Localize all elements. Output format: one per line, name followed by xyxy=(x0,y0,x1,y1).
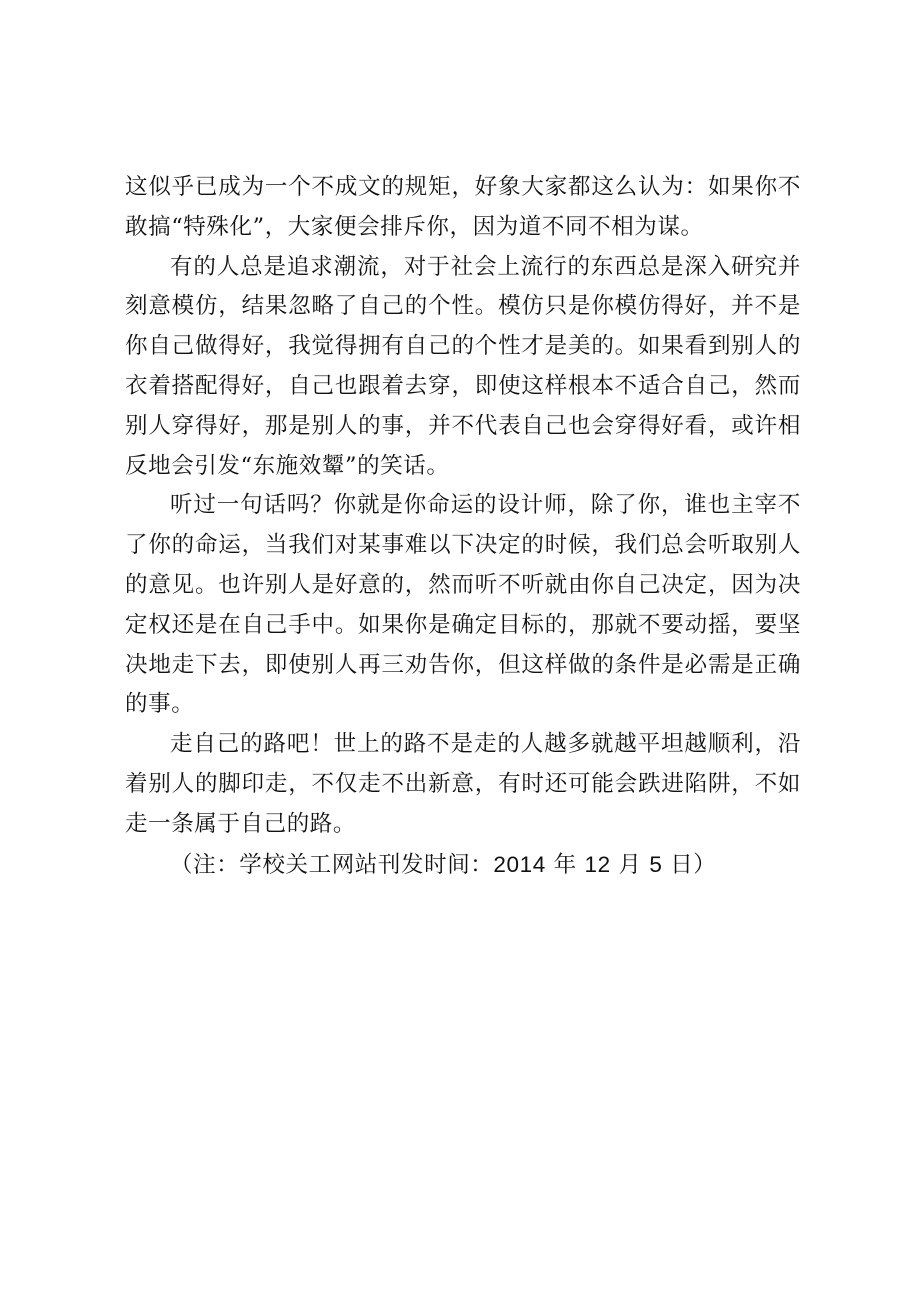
paragraph-destiny: 听过一句话吗？你就是你命运的设计师，除了你，谁也主宰不了你的命运，当我们对某事难以下决定的时候，我们总会听取别人的意见。也许别人是好意的，然而听不听就由你自己决定，因为决定权还是在自己手中。如果你是确定目标的，那就不要动摇，要坚决地走下去，即使别人再三劝告你，但这样做的条件是必需是正确的事。 xyxy=(125,492,801,718)
note-prefix: （注：学校关工网站刊发时间： xyxy=(170,851,494,878)
paragraph-continued: 这似乎已成为一个不成文的规矩，好象大家都这么认为：如果你不敢搞“特殊化”，大家便会排斥你，因为道不同不相为谋。 xyxy=(125,174,801,240)
paragraph-own-path: 走自己的路吧！世上的路不是走的人越多就越平坦越顺利，沿着别人的脚印走，不仅走不出新意，有时还可能会跌进陷阱，不如走一条属于自己的路。 xyxy=(125,731,801,837)
note-month-unit: 月 xyxy=(610,851,650,878)
publication-note xyxy=(125,845,801,886)
note-year-unit: 年 xyxy=(545,851,585,878)
note-suffix: 日） xyxy=(662,851,717,878)
article-body xyxy=(125,168,801,885)
note-year: 2014 xyxy=(493,851,546,877)
paragraph-imitation: 有的人总是追求潮流，对于社会上流行的东西总是深入研究并刻意模仿，结果忽略了自己的个性。模仿只是你模仿得好，并不是你自己做得好，我觉得拥有自己的个性才是美的。如果看到别人的衣着搭配得好，自己也跟着去穿，即使这样根本不适合自己，然而别人穿得好，那是别人的事，并不代表自己也会穿得好看，或许相反地会引发“东施效颦”的笑话。 xyxy=(125,253,801,479)
note-day: 5 xyxy=(649,851,663,877)
note-month: 12 xyxy=(584,851,611,877)
